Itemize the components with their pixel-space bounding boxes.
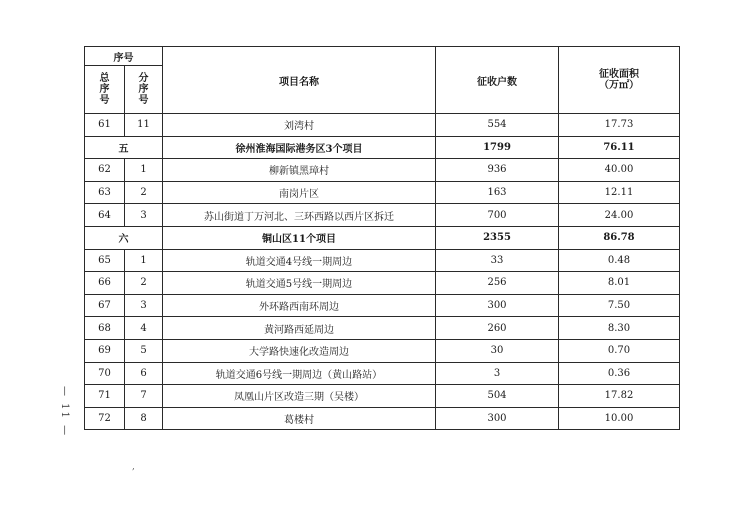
total-seq-cell: 72 <box>85 407 125 430</box>
page-number: — 11 — <box>59 386 70 438</box>
households-cell: 256 <box>436 272 559 295</box>
sub-seq-cell: 6 <box>125 362 163 385</box>
total-seq-cell: 67 <box>85 294 125 317</box>
sub-seq-cell: 1 <box>125 159 163 182</box>
total-seq-cell: 69 <box>85 339 125 362</box>
households-cell: 1799 <box>436 136 559 159</box>
total-seq-cell: 63 <box>85 181 125 204</box>
area-cell: 7.50 <box>559 294 680 317</box>
households-cell: 504 <box>436 385 559 408</box>
project-name-cell: 南岗片区 <box>163 181 436 204</box>
project-name-cell: 刘湾村 <box>163 114 436 137</box>
households-cell: 30 <box>436 339 559 362</box>
project-name-cell: 轨道交通6号线一期周边（黄山路站） <box>163 362 436 385</box>
households-cell: 300 <box>436 294 559 317</box>
total-seq-cell: 70 <box>85 362 125 385</box>
area-cell: 76.11 <box>559 136 680 159</box>
total-seq-cell: 71 <box>85 385 125 408</box>
households-cell: 554 <box>436 114 559 137</box>
area-cell: 8.30 <box>559 317 680 340</box>
header-area: 征收面积 （万㎡） <box>559 47 680 114</box>
households-cell: 300 <box>436 407 559 430</box>
project-name-cell: 苏山街道丁万河北、三环西路以西片区拆迁 <box>163 204 436 227</box>
sub-seq-cell: 7 <box>125 385 163 408</box>
group-label-cell: 五 <box>85 136 163 159</box>
area-cell: 86.78 <box>559 226 680 249</box>
sub-seq-cell: 3 <box>125 204 163 227</box>
group-row <box>85 226 680 249</box>
group-label-cell: 六 <box>85 226 163 249</box>
households-cell: 3 <box>436 362 559 385</box>
project-name-cell: 徐州淮海国际港务区3个项目 <box>163 136 436 159</box>
total-seq-cell: 65 <box>85 249 125 272</box>
households-cell: 2355 <box>436 226 559 249</box>
header-row-1 <box>85 47 680 66</box>
project-name-cell: 大学路快速化改造周边 <box>163 339 436 362</box>
households-cell: 260 <box>436 317 559 340</box>
table-row <box>85 204 680 227</box>
sub-seq-cell: 2 <box>125 272 163 295</box>
project-name-cell: 轨道交通4号线一期周边 <box>163 249 436 272</box>
area-cell: 24.00 <box>559 204 680 227</box>
total-seq-cell: 66 <box>85 272 125 295</box>
header-total-seq: 总 序 号 <box>85 66 125 114</box>
sub-seq-cell: 11 <box>125 114 163 137</box>
project-name-cell: 葛楼村 <box>163 407 436 430</box>
sub-seq-cell: 8 <box>125 407 163 430</box>
table-row <box>85 339 680 362</box>
area-cell: 17.73 <box>559 114 680 137</box>
households-cell: 700 <box>436 204 559 227</box>
table-row <box>85 317 680 340</box>
table-row <box>85 249 680 272</box>
project-name-cell: 外环路西南环周边 <box>163 294 436 317</box>
area-cell: 8.01 <box>559 272 680 295</box>
table-row <box>85 362 680 385</box>
area-cell: 12.11 <box>559 181 680 204</box>
project-name-cell: 黄河路西延周边 <box>163 317 436 340</box>
header-sub-seq: 分 序 号 <box>125 66 163 114</box>
sub-seq-cell: 3 <box>125 294 163 317</box>
table-row <box>85 385 680 408</box>
table-row <box>85 294 680 317</box>
scan-mark: , <box>132 462 135 472</box>
table-row <box>85 114 680 137</box>
households-cell: 936 <box>436 159 559 182</box>
total-seq-cell: 61 <box>85 114 125 137</box>
total-seq-cell: 62 <box>85 159 125 182</box>
header-households: 征收户数 <box>436 47 559 114</box>
project-name-cell: 轨道交通5号线一期周边 <box>163 272 436 295</box>
total-seq-cell: 64 <box>85 204 125 227</box>
sub-seq-cell: 1 <box>125 249 163 272</box>
header-seq-group: 序号 <box>85 47 163 66</box>
project-name-cell: 铜山区11个项目 <box>163 226 436 249</box>
total-seq-cell: 68 <box>85 317 125 340</box>
table-row <box>85 181 680 204</box>
header-project-name: 项目名称 <box>163 47 436 114</box>
table-row <box>85 407 680 430</box>
area-cell: 0.48 <box>559 249 680 272</box>
project-name-cell: 柳新镇黑璋村 <box>163 159 436 182</box>
sub-seq-cell: 5 <box>125 339 163 362</box>
area-cell: 0.70 <box>559 339 680 362</box>
table-row <box>85 159 680 182</box>
area-cell: 0.36 <box>559 362 680 385</box>
area-cell: 17.82 <box>559 385 680 408</box>
households-cell: 33 <box>436 249 559 272</box>
area-cell: 10.00 <box>559 407 680 430</box>
sub-seq-cell: 2 <box>125 181 163 204</box>
households-cell: 163 <box>436 181 559 204</box>
area-cell: 40.00 <box>559 159 680 182</box>
project-name-cell: 凤凰山片区改造三期（吴楼） <box>163 385 436 408</box>
project-table <box>84 46 680 430</box>
table-row <box>85 272 680 295</box>
group-row <box>85 136 680 159</box>
sub-seq-cell: 4 <box>125 317 163 340</box>
